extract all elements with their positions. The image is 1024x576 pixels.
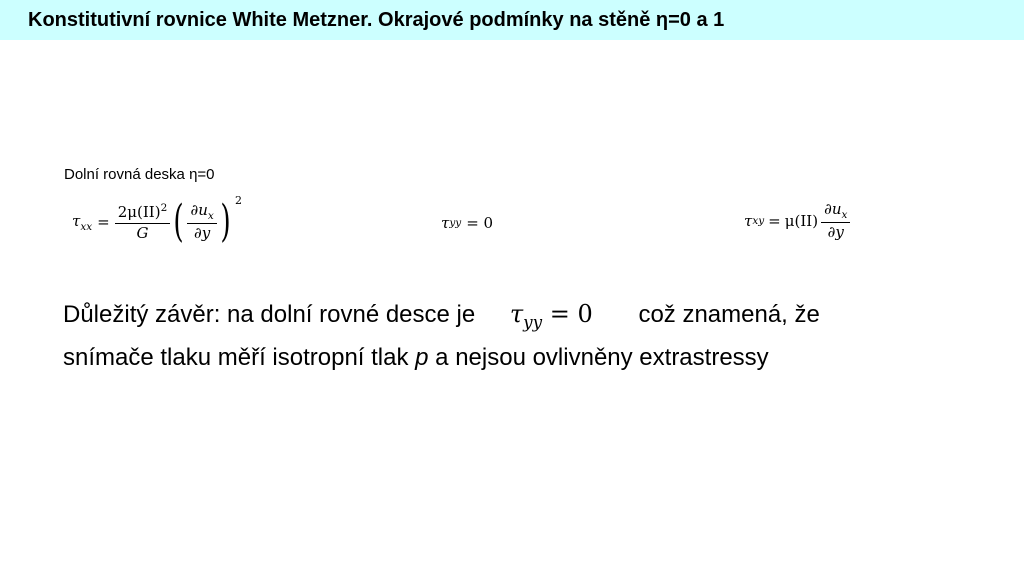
tau-xy-derivative: $\frac{\partial u_x}{\partial y}$	[821, 201, 850, 241]
tau-xy-coef: μ(II)	[784, 212, 819, 231]
tau-yy-rhs: = 0	[466, 214, 494, 232]
page-title: Konstitutivní rovnice White Metzner. Okrajové podmínky na stěně η=0 a 1	[28, 9, 725, 31]
conclusion-part1: Důležitý závěr: na dolní rovné desce je	[63, 301, 476, 328]
tau-xy-equals: =	[768, 212, 781, 231]
subheading: Dolní rovná deska η=0	[64, 166, 215, 183]
right-paren: )	[220, 196, 231, 247]
conclusion-part2: což znamená, že snímače tlaku měří isotropní tlak	[63, 301, 820, 371]
tau-xx-numerator-exp: 2	[160, 202, 168, 215]
tau-xx-equals: =	[97, 213, 110, 231]
tau-xx-lhs: $\tau_{xx}$	[72, 211, 93, 233]
equation-tau-xx	[72, 193, 242, 247]
conclusion-math: $\tau_{yy} = 0$	[509, 300, 593, 332]
conclusion-part3: a nejsou ovlivněny extrastressy	[435, 343, 769, 371]
equation-tau-yy: τ yy = 0	[441, 214, 494, 232]
tau-xy-lhs: τ	[744, 212, 753, 231]
title-bar	[0, 0, 1024, 40]
conclusion-italic-p: p	[415, 343, 429, 371]
conclusion-paragraph	[63, 297, 863, 375]
tau-yy-lhs: τ	[441, 214, 450, 232]
tau-xx-derivative: $\frac{\partial u_x}{\partial y}$	[187, 202, 216, 242]
tau-xx-fraction	[115, 202, 171, 242]
equation-tau-xy: τ xy = μ(II) $\frac{\partial u_x}{\partial y}$	[744, 201, 850, 241]
tau-xx-numerator: 2μ(II)	[117, 203, 161, 222]
tau-xx-parenthesized	[170, 193, 242, 247]
left-paren: (	[173, 196, 185, 247]
tau-xx-outer-exp: 2	[234, 193, 242, 207]
tau-xx-denominator: G	[136, 223, 149, 242]
